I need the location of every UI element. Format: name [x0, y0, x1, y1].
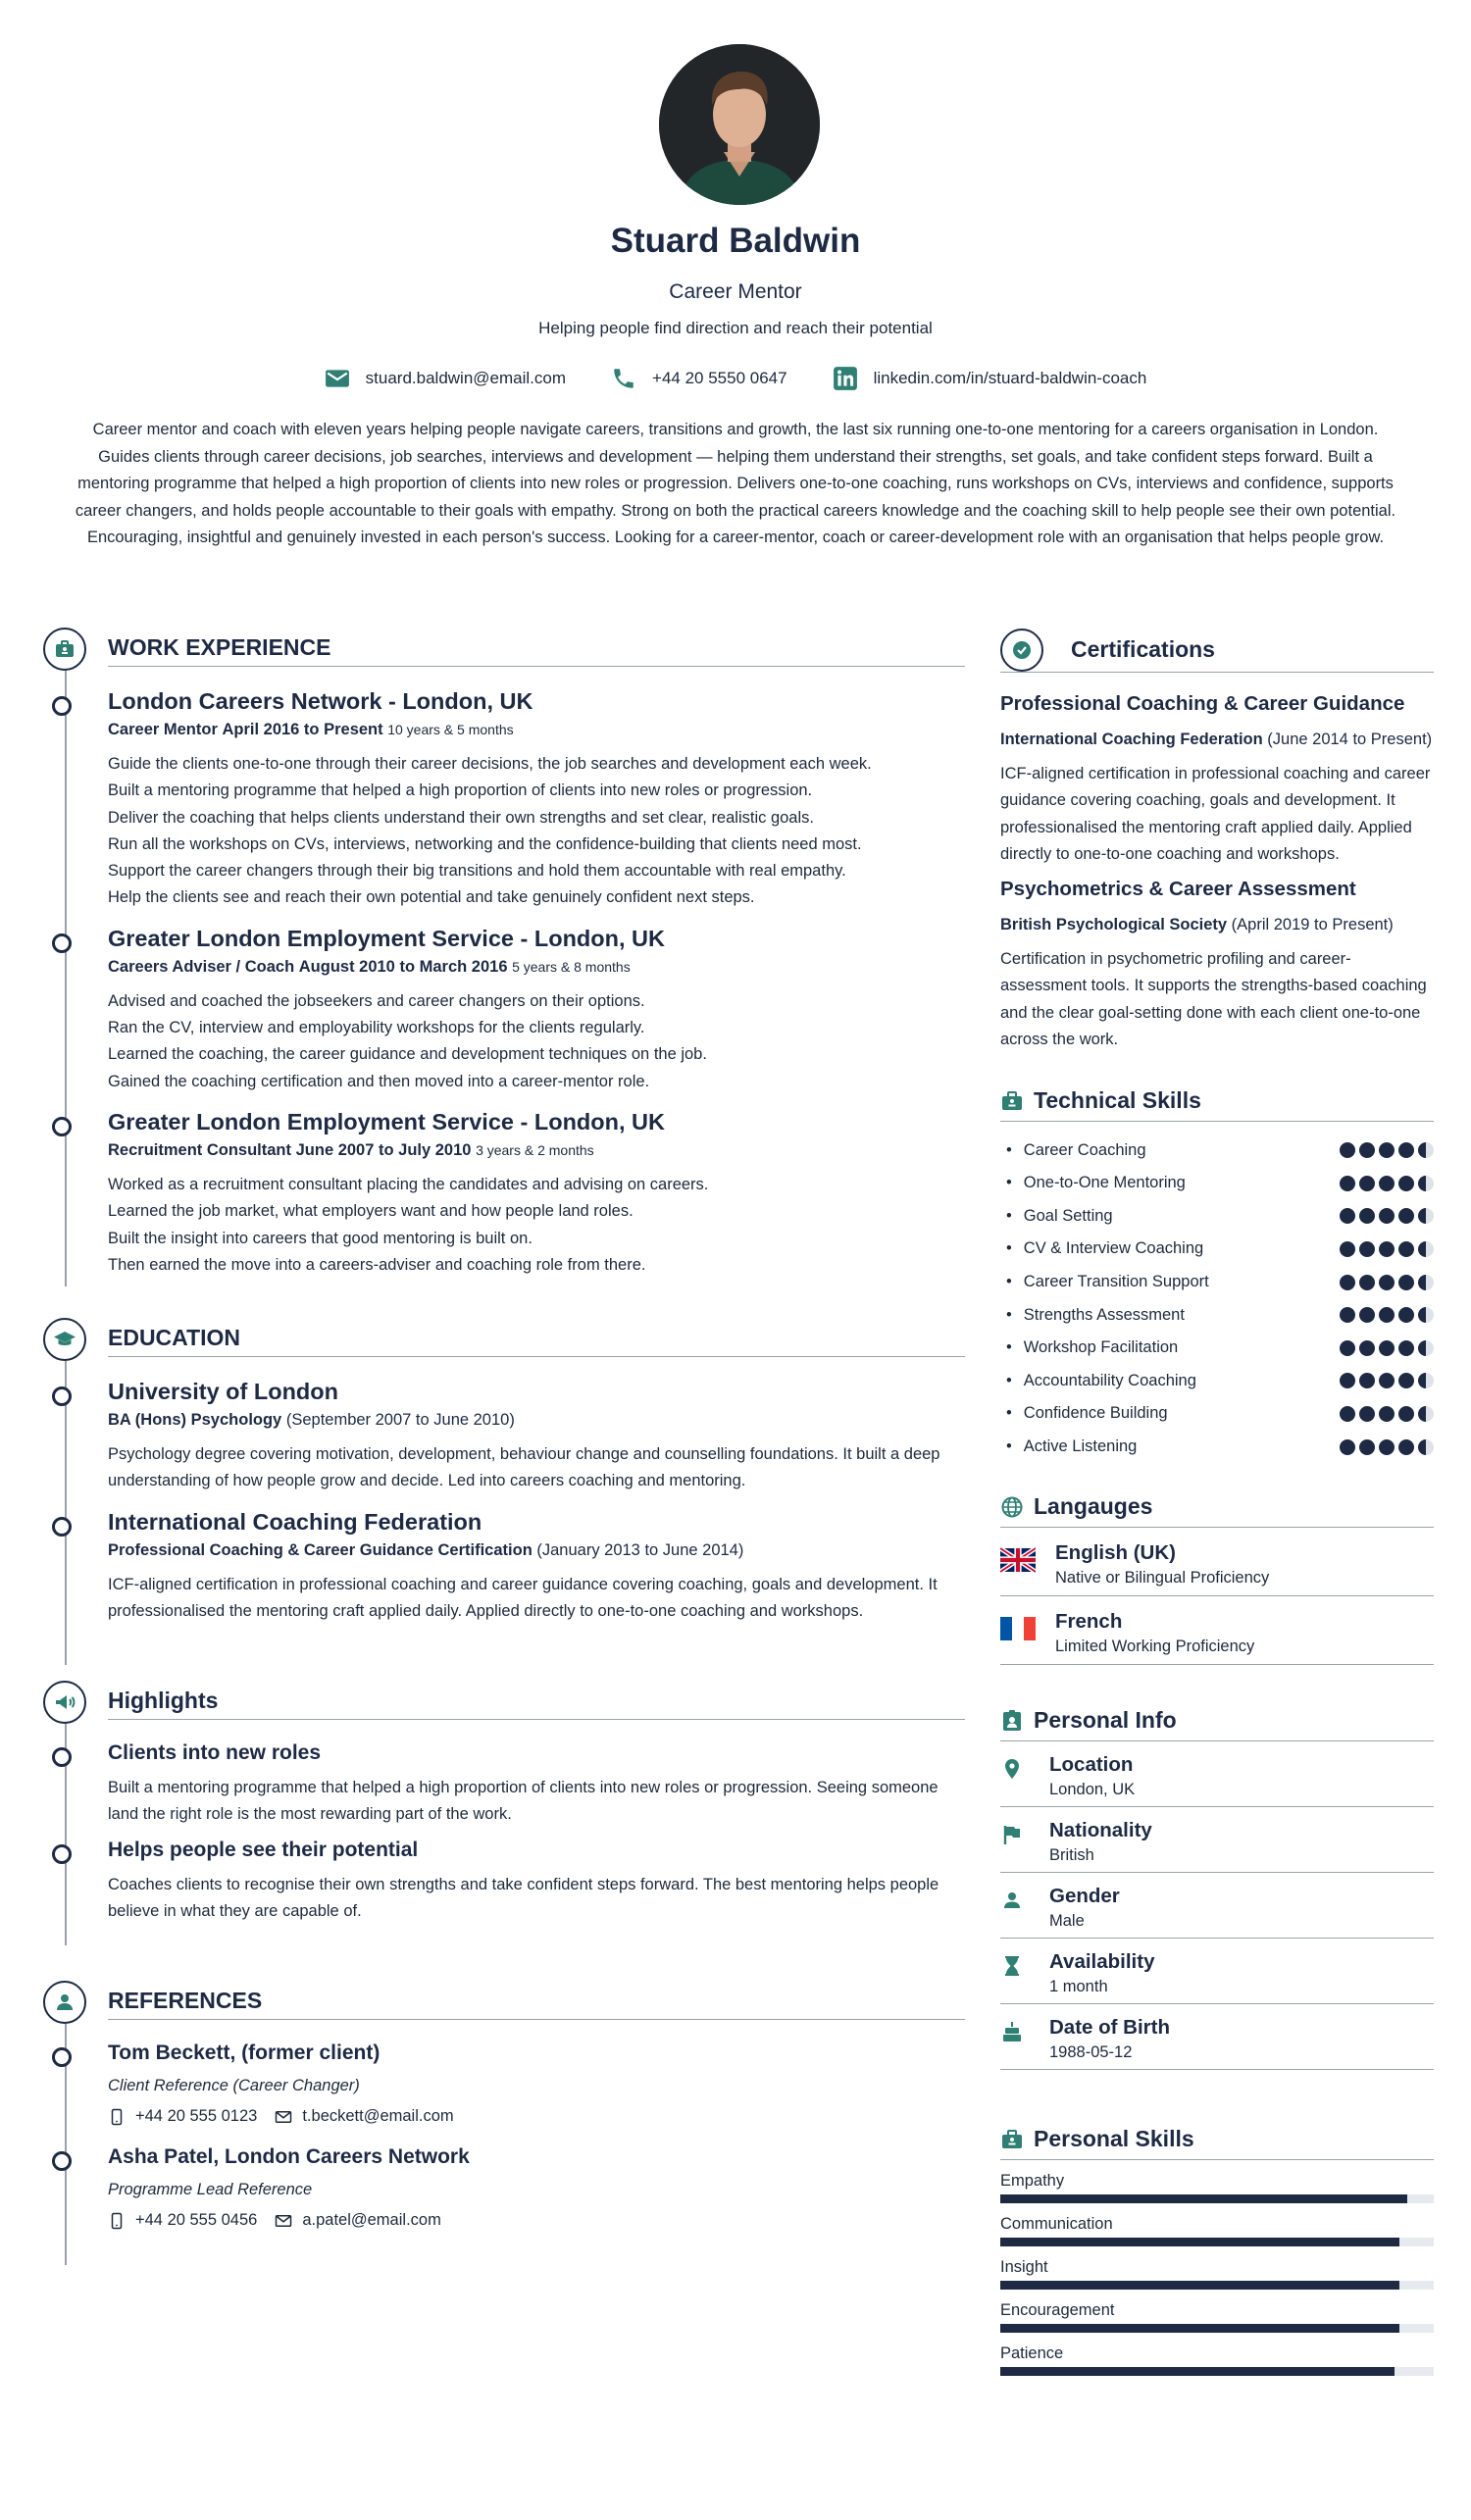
rating-dot: [1418, 1142, 1434, 1158]
job-duration: 5 years & 8 months: [512, 958, 631, 975]
rating-dot: [1379, 1340, 1395, 1356]
personal-info-section: [1000, 1700, 1434, 2070]
section-title: Langauges: [1034, 1493, 1153, 1520]
issuer-name: International Coaching Federation: [1000, 731, 1263, 748]
rating-dot: [1340, 1439, 1355, 1455]
technical-skill-item: [1000, 1134, 1434, 1167]
person-icon: [1000, 1889, 1024, 1912]
avatar: [659, 44, 820, 205]
reference-name: Asha Patel, London Careers Network: [108, 2145, 470, 2168]
job-company: London Careers Network - London, UK: [108, 688, 533, 714]
rating-dot: [1340, 1406, 1355, 1422]
rating-dot: [1379, 1307, 1395, 1323]
rating-dot: [1418, 1176, 1434, 1191]
rating-dot: [1398, 1307, 1414, 1323]
job-meta: [108, 958, 965, 977]
skill-label: • Accountability Coaching: [1006, 1372, 1196, 1390]
job-position: Career Mentor: [108, 721, 218, 738]
job-bullet: Learned the job market, what employers want and how people land roles.: [108, 1202, 634, 1221]
id-badge-icon: [1000, 1709, 1024, 1733]
education-entry: [108, 1509, 965, 1626]
skill-bar-track: [1000, 2238, 1434, 2246]
contact-linkedin[interactable]: [833, 366, 1147, 391]
degree-name: BA (Hons) Psychology: [108, 1411, 282, 1429]
person-badge-icon: [43, 1981, 86, 2024]
skill-rating: [1340, 1142, 1434, 1158]
references-section: [43, 1981, 965, 2265]
rating-dot: [1418, 1241, 1434, 1257]
certification-name: Professional Coaching & Career Guidance: [1000, 692, 1405, 715]
section-title: Highlights: [108, 1681, 965, 1720]
contact-row: [0, 365, 1471, 392]
linkedin-text: linkedin.com/in/stuard-baldwin-coach: [873, 369, 1147, 387]
personal-skills-header: [1000, 2119, 1434, 2160]
technical-skill-item: [1000, 1266, 1434, 1299]
highlight-entry: [108, 1839, 965, 1926]
skill-rating: [1340, 1208, 1434, 1224]
job-meta: [108, 1141, 965, 1160]
timeline-line: [65, 1361, 67, 1665]
certification-entry: [1000, 878, 1434, 1053]
job-bullet: Support the career changers through their big transitions and hold them accountable with real empathy.: [108, 862, 846, 881]
certification-entry: [1000, 692, 1434, 868]
skill-label: • CV & Interview Coaching: [1006, 1239, 1203, 1258]
education-description: ICF-aligned certification in professional coaching and career guidance covering coaching, goals and development. It professionalised the mentoring craft applied daily. Applied directly to one-to-one coaching and workshops.: [108, 1575, 938, 1620]
section-title: Certifications: [1071, 636, 1215, 662]
degree-meta: [108, 1411, 965, 1430]
rating-dot: [1398, 1373, 1414, 1388]
skill-rating: [1340, 1241, 1434, 1257]
uk-flag-icon: [1000, 1547, 1036, 1573]
hourglass-icon: [1000, 1954, 1024, 1978]
job-meta: [108, 721, 965, 739]
technical-skill-item: [1000, 1200, 1434, 1234]
rating-dot: [1398, 1340, 1414, 1356]
profile-photo: [659, 44, 820, 205]
timeline-dot: [52, 1747, 72, 1767]
job-dates: June 2007 to July 2010: [295, 1140, 472, 1159]
timeline-dot: [52, 2151, 72, 2171]
personal-info-dob: [1000, 2004, 1434, 2070]
reference-name: Tom Beckett, (former client): [108, 2041, 380, 2064]
degree-dates: (January 2013 to June 2014): [536, 1540, 744, 1559]
highlight-description: Coaches clients to recognise their own strengths and take confident steps forward. The best mentoring helps people believe in what they are capable of.: [108, 1875, 939, 1920]
contact-email[interactable]: [325, 366, 566, 391]
job-bullets: [108, 988, 965, 1095]
job-bullet: Built the insight into careers that good mentoring is built on.: [108, 1229, 533, 1247]
job-dates: August 2010 to March 2016: [298, 957, 508, 976]
rating-dot: [1359, 1439, 1375, 1455]
section-title: Technical Skills: [1034, 1087, 1201, 1114]
rating-dot: [1340, 1275, 1355, 1290]
france-flag-icon: [1000, 1616, 1036, 1641]
timeline-dot: [52, 933, 72, 953]
rating-dot: [1359, 1307, 1375, 1323]
rating-dot: [1398, 1406, 1414, 1422]
info-label: Availability: [1049, 1950, 1155, 1974]
personal-skill-item: [1000, 2301, 1434, 2333]
skill-label: Empathy: [1000, 2172, 1065, 2191]
language-entry: [1000, 1528, 1434, 1596]
mobile-phone-icon: [108, 2212, 126, 2230]
candidate-role: Career Mentor: [669, 280, 802, 303]
info-value: London, UK: [1049, 1781, 1136, 1799]
globe-icon: [1000, 1495, 1024, 1519]
skill-bar-fill: [1000, 2281, 1399, 2290]
reference-phone[interactable]: [108, 2107, 257, 2126]
briefcase-badge-icon: [43, 628, 86, 671]
certification-description: Certification in psychometric profiling and career-assessment tools. It supports the strengths-based coaching and the clear goal-setting done with each client one-to-one across the work.: [1000, 950, 1427, 1049]
professional-summary: Career mentor and coach with eleven years helping people navigate careers, transitions and growth, the last six running one-to-one mentoring for a careers organisation in London. Guides clients through career decisions, job searches, interviews and development — helping them understand their strengths, set goals, and take confident steps forward. Built a mentoring programme that helped a high proportion of clients into new roles or progression. Delivers one-to-one coaching, runs workshops on CVs, interviews and confidence, supports career changers, and holds people accountable to their goals with empathy. Strong on both the practical careers knowledge and the coaching skill to help people see their own potential. Encouraging, insightful and genuinely invested in each person's success. Looking for a career-mentor, coach or career-development role with an organisation that helps people grow.: [75, 421, 1396, 546]
skill-bar-track: [1000, 2281, 1434, 2290]
rating-dot: [1418, 1275, 1434, 1290]
technical-skills-header: [1000, 1081, 1434, 1122]
rating-dot: [1418, 1307, 1434, 1323]
certification-dates: (June 2014 to Present): [1267, 731, 1433, 748]
job-bullets: [108, 751, 965, 912]
rating-dot: [1379, 1406, 1395, 1422]
email-text: stuard.baldwin@email.com: [365, 369, 567, 387]
info-value: Male: [1049, 1912, 1085, 1931]
skill-label: • Confidence Building: [1006, 1404, 1168, 1423]
flag-icon: [1000, 1823, 1024, 1846]
job-entry: [108, 1109, 965, 1279]
rating-dot: [1398, 1208, 1414, 1224]
reference-contacts: [108, 2107, 965, 2126]
rating-dot: [1379, 1373, 1395, 1388]
email-icon: [325, 366, 350, 391]
reference-phone[interactable]: [108, 2211, 257, 2230]
skill-label: • One-to-One Mentoring: [1006, 1174, 1186, 1192]
languages-header: [1000, 1487, 1434, 1528]
skill-bar-track: [1000, 2194, 1434, 2203]
skill-label: Communication: [1000, 2215, 1113, 2234]
section-title: REFERENCES: [108, 1981, 965, 2020]
rating-dot: [1340, 1340, 1355, 1356]
job-position: Careers Adviser / Coach: [108, 957, 295, 976]
certification-issuer: [1000, 728, 1434, 751]
job-duration: 10 years & 5 months: [387, 722, 514, 737]
job-bullets: [108, 1172, 965, 1279]
technical-skill-item: [1000, 1397, 1434, 1431]
right-column: [1000, 628, 1434, 2376]
graduation-cap-icon: [43, 1318, 86, 1361]
rating-dot: [1359, 1142, 1375, 1158]
personal-info-nationality: [1000, 1807, 1434, 1873]
rating-dot: [1359, 1406, 1375, 1422]
info-value: British: [1049, 1846, 1094, 1865]
skill-bar-fill: [1000, 2194, 1407, 2203]
personal-info-location: [1000, 1741, 1434, 1807]
certificate-badge-icon: [1000, 629, 1043, 672]
education-section: [43, 1318, 965, 1661]
location-pin-icon: [1000, 1757, 1024, 1781]
phone-text: +44 20 5550 0647: [652, 369, 787, 387]
envelope-icon: [275, 2108, 292, 2126]
reference-type: Client Reference (Career Changer): [108, 2077, 360, 2094]
job-position: Recruitment Consultant: [108, 1140, 292, 1159]
job-bullet: Run all the workshops on CVs, interviews, networking and the confidence-building that clients need most.: [108, 834, 862, 853]
reference-email-text: a.patel@email.com: [302, 2211, 441, 2229]
rating-dot: [1359, 1241, 1375, 1257]
skill-rating: [1340, 1340, 1434, 1356]
school-name: University of London: [108, 1379, 338, 1404]
issuer-name: British Psychological Society: [1000, 916, 1228, 934]
work-experience-section: [43, 628, 965, 1294]
reference-email[interactable]: [275, 2107, 453, 2126]
education-entry: [108, 1379, 965, 1495]
personal-skill-item: [1000, 2258, 1434, 2290]
language-entry: [1000, 1596, 1434, 1665]
technical-skills-list: [1000, 1134, 1434, 1463]
degree-dates: (September 2007 to June 2010): [285, 1411, 515, 1429]
skill-bar-fill: [1000, 2367, 1395, 2376]
rating-dot: [1379, 1142, 1395, 1158]
personal-info-availability: [1000, 1939, 1434, 2004]
certifications-section: [1000, 628, 1434, 1053]
certification-dates: (April 2019 to Present): [1231, 916, 1394, 934]
job-bullet: Learned the coaching, the career guidance and development techniques on the job.: [108, 1045, 707, 1064]
rating-dot: [1359, 1275, 1375, 1290]
languages-section: [1000, 1487, 1434, 1665]
rating-dot: [1379, 1241, 1395, 1257]
info-label: Gender: [1049, 1885, 1120, 1908]
left-column: [43, 628, 965, 2265]
timeline-dot: [52, 1386, 72, 1406]
reference-email-text: t.beckett@email.com: [302, 2107, 454, 2125]
technical-skill-item: [1000, 1233, 1434, 1266]
briefcase-icon: [1000, 1089, 1024, 1113]
skill-bar-fill: [1000, 2238, 1399, 2246]
job-company: Greater London Employment Service - London, UK: [108, 925, 665, 951]
reference-entry: [108, 2041, 965, 2126]
skill-label: Encouragement: [1000, 2301, 1115, 2320]
personal-skill-item: [1000, 2172, 1434, 2203]
timeline-dot: [52, 2047, 72, 2067]
job-bullet: Ran the CV, interview and employability workshops for the clients regularly.: [108, 1019, 645, 1037]
rating-dot: [1340, 1373, 1355, 1388]
contact-phone[interactable]: [611, 366, 787, 391]
skill-bar-track: [1000, 2367, 1434, 2376]
timeline-dot: [52, 1117, 72, 1136]
rating-dot: [1398, 1176, 1414, 1191]
technical-skill-item: [1000, 1365, 1434, 1398]
language-name: French: [1055, 1610, 1123, 1634]
rating-dot: [1359, 1340, 1375, 1356]
skill-label: • Workshop Facilitation: [1006, 1338, 1178, 1357]
language-level: Native or Bilingual Proficiency: [1055, 1569, 1270, 1588]
rating-dot: [1379, 1275, 1395, 1290]
rating-dot: [1359, 1208, 1375, 1224]
degree-name: Professional Coaching & Career Guidance Certification: [108, 1540, 533, 1559]
job-bullet: Advised and coached the jobseekers and career changers on their options.: [108, 991, 645, 1010]
job-bullet: Then earned the move into a careers-adviser and coaching role from there.: [108, 1255, 646, 1274]
timeline-dot: [52, 1517, 72, 1537]
skill-label: • Active Listening: [1006, 1437, 1137, 1456]
rating-dot: [1398, 1142, 1414, 1158]
rating-dot: [1359, 1373, 1375, 1388]
personal-skill-item: [1000, 2344, 1434, 2376]
reference-contacts: [108, 2211, 965, 2230]
candidate-name: Stuard Baldwin: [610, 222, 861, 260]
rating-dot: [1418, 1406, 1434, 1422]
job-company: Greater London Employment Service - London, UK: [108, 1108, 665, 1134]
rating-dot: [1340, 1176, 1355, 1191]
job-dates: April 2016 to Present: [222, 721, 383, 738]
section-title: Personal Skills: [1034, 2126, 1194, 2152]
highlight-title: Clients into new roles: [108, 1741, 322, 1764]
job-entry: [108, 688, 965, 912]
mobile-phone-icon: [108, 2108, 126, 2126]
technical-skill-item: [1000, 1431, 1434, 1464]
timeline-dot: [52, 1844, 72, 1864]
resume-header: [0, 0, 1471, 588]
candidate-tagline: Helping people find direction and reach their potential: [538, 319, 933, 337]
reference-phone-text: +44 20 555 0123: [135, 2107, 258, 2125]
timeline-dot: [52, 696, 72, 716]
skill-rating: [1340, 1406, 1434, 1422]
briefcase-icon: [1000, 2128, 1024, 2151]
cake-icon: [1000, 2020, 1024, 2043]
skill-bar-fill: [1000, 2324, 1399, 2333]
rating-dot: [1398, 1241, 1414, 1257]
job-entry: [108, 926, 965, 1095]
section-title: Personal Info: [1034, 1707, 1177, 1734]
section-title: EDUCATION: [108, 1318, 965, 1357]
info-value: 1988-05-12: [1049, 2043, 1133, 2062]
skill-rating: [1340, 1307, 1434, 1323]
job-bullet: Deliver the coaching that helps clients understand their own strengths and set clear, realistic goals.: [108, 808, 814, 827]
personal-info-header: [1000, 1700, 1434, 1741]
certifications-header: [1000, 628, 1434, 673]
info-label: Date of Birth: [1049, 2016, 1170, 2040]
rating-dot: [1379, 1208, 1395, 1224]
rating-dot: [1418, 1340, 1434, 1356]
skill-rating: [1340, 1373, 1434, 1388]
personal-info-gender: [1000, 1873, 1434, 1939]
highlight-description: Built a mentoring programme that helped a high proportion of clients into new roles or progression. Seeing someone land the right role is the most rewarding part of the work.: [108, 1779, 938, 1824]
job-bullet: Worked as a recruitment consultant placing the candidates and advising on careers.: [108, 1175, 709, 1193]
highlight-entry: [108, 1741, 965, 1829]
rating-dot: [1418, 1439, 1434, 1455]
job-bullet: Built a mentoring programme that helped a high proportion of clients into new roles or progression.: [108, 781, 813, 800]
skill-rating: [1340, 1275, 1434, 1290]
skill-label: • Career Coaching: [1006, 1141, 1146, 1160]
skill-label: Insight: [1000, 2258, 1048, 2277]
highlight-title: Helps people see their potential: [108, 1838, 419, 1861]
personal-skill-item: [1000, 2215, 1434, 2246]
degree-meta: [108, 1541, 965, 1560]
technical-skill-item: [1000, 1298, 1434, 1332]
rating-dot: [1340, 1307, 1355, 1323]
language-level: Limited Working Proficiency: [1055, 1638, 1255, 1656]
rating-dot: [1379, 1176, 1395, 1191]
job-bullet: Guide the clients one-to-one through their career decisions, the job searches and development each week.: [108, 755, 872, 773]
skill-rating: [1340, 1439, 1434, 1455]
job-bullet: Gained the coaching certification and then moved into a career-mentor role.: [108, 1072, 650, 1090]
rating-dot: [1418, 1208, 1434, 1224]
job-duration: 3 years & 2 months: [476, 1141, 594, 1158]
phone-icon: [611, 366, 636, 391]
certification-issuer: [1000, 913, 1434, 936]
personal-skills-list: [1000, 2172, 1434, 2376]
skill-bar-track: [1000, 2324, 1434, 2333]
rating-dot: [1340, 1208, 1355, 1224]
skill-rating: [1340, 1176, 1434, 1191]
language-name: English (UK): [1055, 1541, 1176, 1565]
skill-label: Patience: [1000, 2344, 1064, 2363]
section-title: WORK EXPERIENCE: [108, 628, 965, 667]
rating-dot: [1398, 1439, 1414, 1455]
personal-skills-section: [1000, 2119, 1434, 2376]
skill-label: • Career Transition Support: [1006, 1273, 1209, 1291]
certification-description: ICF-aligned certification in professional coaching and career guidance covering coaching, goals and development. It professionalised the mentoring craft applied daily. Applied directly to one-to-one coaching and workshops.: [1000, 765, 1431, 863]
info-value: 1 month: [1049, 1978, 1108, 1996]
technical-skills-section: [1000, 1081, 1434, 1463]
rating-dot: [1398, 1275, 1414, 1290]
megaphone-icon: [43, 1681, 86, 1724]
reference-entry: [108, 2145, 965, 2230]
rating-dot: [1340, 1241, 1355, 1257]
certification-name: Psychometrics & Career Assessment: [1000, 878, 1356, 901]
school-name: International Coaching Federation: [108, 1508, 482, 1535]
education-description: Psychology degree covering motivation, development, behaviour change and counselling foundations. It built a deep understanding of how people grow and decide. Led into careers coaching and mentoring.: [108, 1445, 940, 1490]
technical-skill-item: [1000, 1167, 1434, 1200]
rating-dot: [1418, 1373, 1434, 1388]
timeline-line: [65, 671, 67, 1286]
skill-label: • Goal Setting: [1006, 1207, 1113, 1226]
rating-dot: [1340, 1142, 1355, 1158]
rating-dot: [1359, 1176, 1375, 1191]
reference-phone-text: +44 20 555 0456: [135, 2211, 258, 2229]
reference-email[interactable]: [275, 2211, 440, 2230]
technical-skill-item: [1000, 1332, 1434, 1365]
linkedin-icon: [833, 366, 858, 391]
envelope-icon: [275, 2212, 292, 2230]
job-bullet: Help the clients see and reach their own potential and take genuinely confident next steps.: [108, 888, 755, 907]
info-label: Nationality: [1049, 1819, 1152, 1842]
reference-type: Programme Lead Reference: [108, 2181, 313, 2198]
rating-dot: [1379, 1439, 1395, 1455]
info-label: Location: [1049, 1753, 1134, 1777]
highlights-section: [43, 1681, 965, 1945]
skill-label: • Strengths Assessment: [1006, 1306, 1185, 1325]
